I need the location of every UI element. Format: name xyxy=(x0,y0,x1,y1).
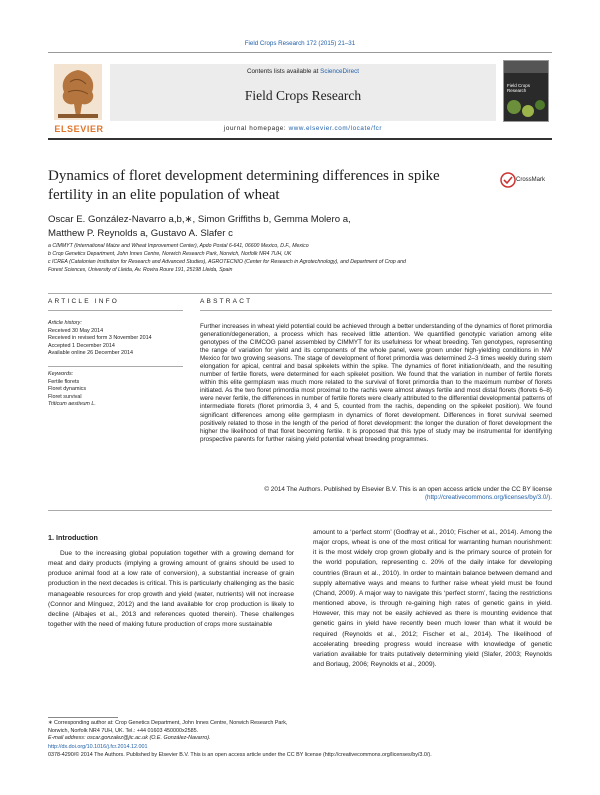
license-link[interactable]: (http://creativecommons.org/licenses/by/3.0/). xyxy=(424,494,552,502)
elsevier-wordmark: ELSEVIER xyxy=(54,124,104,134)
homepage-link[interactable]: www.elsevier.com/locate/fcr xyxy=(288,125,383,132)
keywords-rule xyxy=(48,366,183,367)
affiliation-rule xyxy=(48,293,552,294)
homepage-prefix: journal homepage: xyxy=(223,125,289,132)
sciencedirect-link[interactable]: ScienceDirect xyxy=(320,68,359,75)
abstract-body: Further increases in wheat yield potential could be achieved through a better understanding of the dynamics of floret primordia generation/degeneration, a process which has received little attention. We quantified genotypic variation among elite genotypes of the CIMCOG panel assembled by CIMMYT for its usefulness for wheat breeding. Ten genotypes, representing the range of variation for yield and its components of the whole panel, were grown under high-yielding conditions in NW Mexico for two growing seasons. The stage of development of floret primordia was determined 2–3 times weekly during stem elongation for apical, central and basal spikelets within the spike. The dynamics of floret initiation/death, and the resulting number of fertile florets, were determined for each spikelet position. We found that the variation in number of fertile florets within this elite germplasm was much more related to the survival of floret primordia than to the maximum number of florets initiated. As the two floret primordia most proximal to the rachis were almost always fertile and most distal florets (florets 6–8) were never fertile, the differences in number of fertile florets were clearly attributed to the differential developmental patterns of intermediate florets (floret primordia 3, 4 and 5, counted from the rachis, depending on the spikelet position). We found significant differences among elite germplasm in dynamics of floret development. Differences in floret survival seemed positively related to those in the length of the period of floret development: the longer the duration of floret development the higher the likelihood of that floret becoming fertile. It is proposed that this type of study may be instrumental for identifying prospective parents for further raising yield potential wheat breeding programmes. xyxy=(200,323,552,443)
homepage-line xyxy=(110,125,496,132)
article-info-rule xyxy=(48,310,183,311)
history-online: Available online 26 December 2014 xyxy=(48,350,134,356)
corresponding-author: ∗ Corresponding author at: Crop Genetics Department, John Innes Centre, Norwich Research Park, Norwich, Norfolk NR4 7UH, UK. Tel.: +44 01603 450000x2585. xyxy=(48,720,288,734)
affiliation-c-continued: Forest Sciences, University of Lleida, Av. Rovira Roure 191, 25198 Lleida, Spain xyxy=(48,267,233,273)
header-top-rule xyxy=(48,52,552,53)
copyright-line: © 2014 The Authors. Published by Elsevier B.V. This is an open access article under the CC BY license xyxy=(264,486,552,493)
section-heading-introduction: 1. Introduction xyxy=(48,533,98,542)
email-address[interactable]: E-mail address: oscar.gonzalez@jic.ac.uk (O.E. González-Navarro). xyxy=(48,735,211,741)
cover-title: Field Crops Research xyxy=(507,83,531,93)
authors-line-2: Matthew P. Reynolds a, Gustavo A. Slafer c xyxy=(48,227,233,239)
article-info-heading: ARTICLE INFO xyxy=(48,298,120,305)
elsevier-tree-logo xyxy=(52,62,104,126)
contents-prefix: Contents lists available at xyxy=(246,68,321,75)
keyword-item: Floret dynamics xyxy=(48,386,87,392)
keyword-item: Floret survival xyxy=(48,393,82,400)
history-label: Article history: xyxy=(48,320,82,326)
authors-line-1: Oscar E. González-Navarro a,b,∗, Simon Griffiths b, Gemma Molero a, xyxy=(48,214,351,225)
affiliation-c: c ICREA (Catalonian Institution for Research and Advanced Studies), AGROTECNIO (Center for Research in Agrotechnology), and Department of Crop and xyxy=(48,259,406,265)
keyword-item: Triticum aestivum L. xyxy=(48,401,96,407)
article-title: Dynamics of floret development determining differences in spike fertility in an elite population of wheat xyxy=(48,168,440,203)
history-accepted: Accepted 1 December 2014 xyxy=(48,342,115,349)
header-bottom-rule xyxy=(48,138,552,140)
abstract-rule-top xyxy=(200,310,552,311)
author-list xyxy=(48,213,468,240)
corresponding-footnote xyxy=(48,720,294,743)
intro-right-column: amount to a ‘perfect storm’ (Godfray et al., 2010; Fischer et al., 2014). Among the major crops, wheat is one of the most critical for warranting human nourishment: it is the most widely crop grown globally and is the primary source of protein for the world population, representing c. 20% of the daily intake for developing countries (Braun et al., 2010). In order to maintain balance between demand and supply alternative ways and means to further raise wheat yield must be found (Chand, 2009). A major way to navigate this ‘perfect storm’, facing the restrictions mentioned above, is through re-gaining high rates of genetic gains in yield. However, this may not be easily achieved as there is mounting evidence that genetic gains in yield have recently been much lower than what it would be required (Reynolds et al., 2012; Fischer et al., 2014). The likelihood of accelerating breeding progress would increase with knowledge of genetic variation available for traits putatively determining yield (Slafer, 2003; Reynolds and Borlaug, 2006; Reynolds et al., 2009). xyxy=(313,529,552,669)
keyword-item: Fertile florets xyxy=(48,378,80,385)
abstract-rule-bottom xyxy=(48,510,552,511)
history-revised: Received in revised form 3 November 2014 xyxy=(48,335,152,341)
issn-license-line: 0378-4290/© 2014 The Authors. Published by Elsevier B.V. This is an open access article under the CC BY license (http://creativecommons.org/licenses/by/3.0/). xyxy=(48,752,432,758)
footnote-rule xyxy=(48,717,118,718)
abstract-heading: ABSTRACT xyxy=(200,298,253,305)
affiliation-b: b Crop Genetics Department, John Innes Centre, Norwich Research Park, Norwich, Norfolk NR4 7UH, UK xyxy=(48,251,292,257)
abstract-copyright xyxy=(200,486,552,502)
keywords-label: Keywords: xyxy=(48,371,74,377)
doi-link[interactable]: http://dx.doi.org/10.1016/j.fcr.2014.12.001 xyxy=(48,744,148,750)
crossmark-label[interactable]: CrossMark xyxy=(516,177,546,183)
history-received: Received 30 May 2014 xyxy=(48,327,104,334)
journal-reference[interactable]: Field Crops Research 172 (2015) 21–31 xyxy=(244,40,356,47)
intro-left-column: Due to the increasing global population together with a growing demand for meat and dairy products (implying a growing amount of grains should be used to produce animal food at a low rate of conversion), a substantial increase of grain production in the next decades is critical. This is particularly challenging as the basic manageable resources for crop growth and yield (water, nutrients) will not increase (Connor and Mínguez, 2012) and the land available for crop production is likely to decline (Albajes et al., 2013 and references quoted therein). These challenges together with the need of making future production of crops more sustainable xyxy=(48,550,294,629)
contents-line xyxy=(110,68,496,75)
affiliation-a: a CIMMYT (International Maize and Wheat Improvement Center), Apdo Postal 6-641, 06600 Mexico, D.F., Mexico xyxy=(48,243,309,249)
journal-title: Field Crops Research xyxy=(244,88,362,103)
